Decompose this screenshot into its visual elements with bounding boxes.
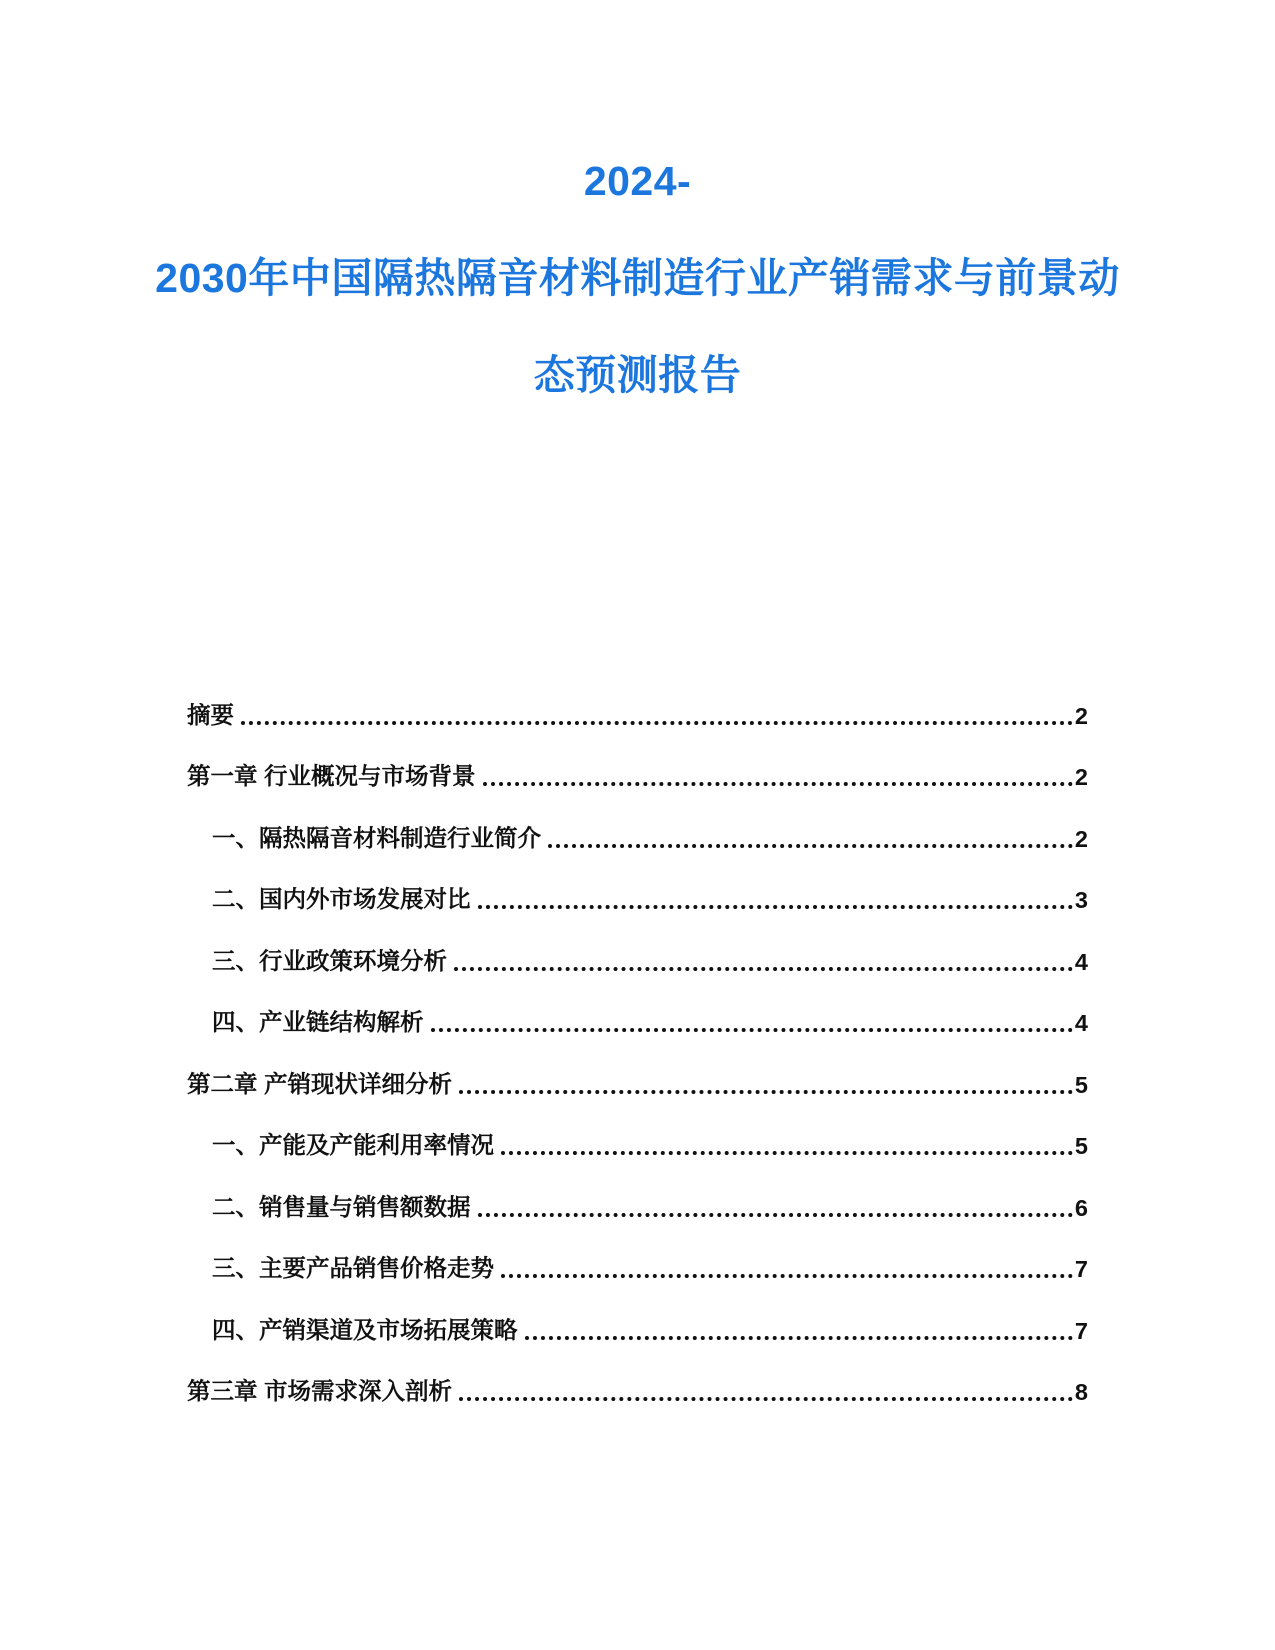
- toc-entry[interactable]: [187, 1099, 1088, 1161]
- toc-entry-page-number: 5: [1074, 1071, 1088, 1098]
- toc-entry-label: 第三章 市场需求深入剖析: [187, 1378, 453, 1404]
- toc-entry-page-number: 3: [1074, 887, 1088, 913]
- toc-entry-label: 四、产销渠道及市场拓展策略: [212, 1316, 518, 1343]
- toc-entry-page-number: 5: [1074, 1133, 1088, 1159]
- toc-dot-leader: [548, 844, 1073, 848]
- toc-dot-leader: [501, 1151, 1073, 1155]
- toc-dot-leader: [483, 782, 1073, 786]
- toc-entry-page-number: 8: [1074, 1379, 1088, 1405]
- toc-entry[interactable]: [187, 914, 1088, 976]
- toc-entry[interactable]: [187, 1222, 1088, 1284]
- toc-entry[interactable]: [187, 1037, 1088, 1099]
- toc-entry[interactable]: [187, 1345, 1088, 1407]
- toc-entry[interactable]: [187, 1160, 1088, 1222]
- report-title-line-3: 态预测报告: [533, 352, 742, 398]
- toc-dot-leader: [478, 905, 1073, 909]
- toc-entry[interactable]: [187, 730, 1088, 792]
- toc-entry[interactable]: [187, 668, 1088, 730]
- toc-entry-label: 一、产能及产能利用率情况: [212, 1132, 494, 1158]
- toc-entry-page-number: 4: [1074, 948, 1088, 975]
- toc-entry-page-number: 2: [1074, 825, 1088, 852]
- toc-entry-page-number: 6: [1074, 1194, 1088, 1221]
- toc-dot-leader: [241, 721, 1073, 725]
- toc-entry-label: 第一章 行业概况与市场背景: [187, 763, 476, 789]
- toc-dot-leader: [459, 1397, 1073, 1401]
- toc-entry-page-number: 7: [1074, 1317, 1088, 1344]
- toc-entry[interactable]: [187, 853, 1088, 915]
- report-title: [70, 133, 1205, 424]
- toc-entry[interactable]: [187, 976, 1088, 1038]
- table-of-contents: [187, 668, 1088, 1406]
- toc-entry-label: 一、隔热隔音材料制造行业简介: [212, 824, 541, 851]
- toc-entry-label: 三、主要产品销售价格走势: [212, 1255, 494, 1281]
- toc-dot-leader: [459, 1090, 1073, 1094]
- toc-entry-label: 四、产业链结构解析: [212, 1009, 424, 1035]
- toc-entry-page-number: 2: [1074, 764, 1088, 790]
- toc-dot-leader: [454, 967, 1073, 971]
- toc-dot-leader: [501, 1274, 1073, 1278]
- toc-entry-page-number: 4: [1074, 1010, 1088, 1036]
- toc-entry[interactable]: [187, 791, 1088, 853]
- toc-dot-leader: [478, 1213, 1073, 1217]
- toc-entry[interactable]: [187, 1283, 1088, 1345]
- toc-dot-leader: [431, 1028, 1073, 1032]
- toc-entry-label: 第二章 产销现状详细分析: [187, 1070, 453, 1097]
- toc-entry-label: 摘要: [187, 701, 234, 728]
- toc-entry-label: 二、销售量与销售额数据: [212, 1193, 471, 1220]
- report-title-line-1: 2024-: [583, 158, 692, 204]
- toc-entry-label: 三、行业政策环境分析: [212, 947, 447, 974]
- toc-entry-page-number: 7: [1074, 1256, 1088, 1282]
- toc-dot-leader: [525, 1336, 1073, 1340]
- toc-entry-label: 二、国内外市场发展对比: [212, 886, 471, 912]
- report-title-line-2: 2030年中国隔热隔音材料制造行业产销需求与前景动: [155, 255, 1120, 301]
- toc-entry-page-number: 2: [1074, 702, 1088, 729]
